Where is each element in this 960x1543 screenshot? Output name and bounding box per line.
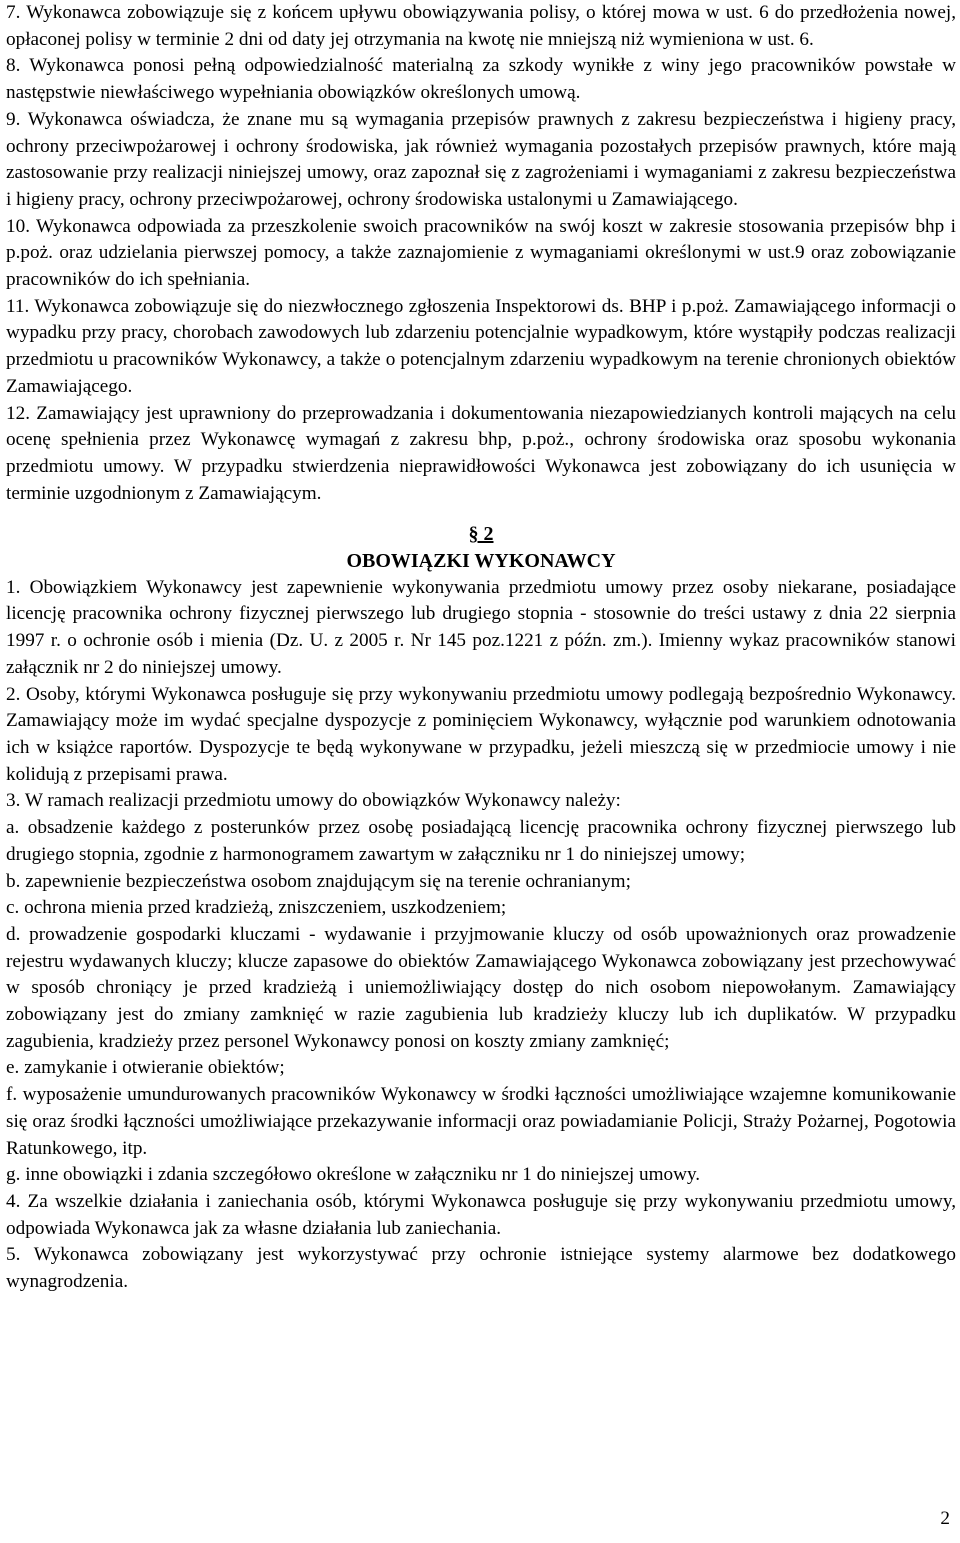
clause-5: 5. Wykonawca zobowiązany jest wykorzystywać przy ochronie istniejące systemy alarmowe bez dodatkowego wynagrodzenia. — [6, 1244, 956, 1293]
paragraph-8: 8. Wykonawca ponosi pełną odpowiedzialność materialną za szkody wynikłe z winy jego pracowników powstałe w następstwie niewłaściwego wypełniania obowiązków określonych umową. — [6, 55, 956, 104]
clause-3a: a. obsadzenie każdego z posterunków przez osobę posiadającą licencję pracownika ochrony fizycznej pierwszego lub drugiego stopnia, zgodnie z harmonogramem zawartym w załączniku nr 1 do niniejszej umowy; — [6, 817, 956, 865]
section-spacer — [6, 507, 956, 521]
clause-3e: e. zamykanie i otwieranie obiektów; — [6, 1057, 285, 1079]
paragraph-11: 11. Wykonawca zobowiązuje się do niezwłocznego zgłoszenia Inspektorowi ds. BHP i p.poż. Zamawiającego informacji o wypadku przy pracy, chorobach zawodowych lub zdarzeniu potencjalnie wypadkowym, które wystąpiły podczas realizacji przedmiotu u pracowników Wykonawcy, a także o potencjalnym zdarzeniu wypadkowym na terenie chronionych obiektów Zamawiającego. — [6, 295, 956, 397]
clause-3g: g. inne obowiązki i zdania szczegółowo określone w załączniku nr 1 do niniejszej umowy. — [6, 1164, 701, 1186]
clause-3: 3. W ramach realizacji przedmiotu umowy do obowiązków Wykonawcy należy: — [6, 790, 621, 812]
clause-2: 2. Osoby, którymi Wykonawca posługuje się przy wykonywaniu przedmiotu umowy podlegają bezpośrednio Wykonawcy. Zamawiający może im wydać specjalne dyspozycje z pominięciem Wykonawcy, wyłącznie pod warunkiem odnotowania ich w książce raportów. Dyspozycje te będą wykonywane w przypadku, jeżeli mieszczą się w przedmiocie umowy i nie kolidują z przepisami prawa. — [6, 683, 956, 785]
page-number: 2 — [940, 1508, 950, 1529]
clause-4: 4. Za wszelkie działania i zaniechania osób, którymi Wykonawca posługuje się przy wykonywaniu przedmiotu umowy, odpowiada Wykonawca jak za własne działania lub zaniechania. — [6, 1190, 956, 1239]
document-content — [6, 0, 956, 1296]
paragraph-10: 10. Wykonawca odpowiada za przeszkolenie swoich pracowników na swój koszt w zakresie stosowania przepisów bhp i p.poż. oraz udzielania pierwszej pomocy, a także zaznajomienie z wymaganiami określonymi w ust.9 oraz zobowiązanie pracowników do ich spełniania. — [6, 215, 956, 291]
paragraph-7: 7. Wykonawca zobowiązuje się z końcem upływu obowiązywania polisy, o której mowa w ust. 6 do przedłożenia nowej, opłaconej polisy w terminie 2 dni od daty jej otrzymania na kwotę nie mniejszą niż wymieniona w ust. 6. — [6, 2, 956, 50]
clause-1: 1. Obowiązkiem Wykonawcy jest zapewnienie wykonywania przedmiotu umowy przez osoby niekarane, posiadające licencję pracownika ochrony fizycznej pierwszego lub drugiego stopnia - stosownie do treści ustawy z dnia 22 sierpnia 1997 r. o ochronie osób i mienia (Dz. U. z 2005 r. Nr 145 poz.1221 z późn. zm.). Imienny wykaz pracowników stanowi załącznik nr 2 do niniejszej umowy. — [6, 576, 956, 678]
section-title: OBOWIĄZKI WYKONAWCY — [346, 550, 616, 573]
section-number: § 2 — [468, 523, 494, 546]
paragraph-9: 9. Wykonawca oświadcza, że znane mu są wymagania przepisów prawnych z zakresu bezpieczeństwa i higieny pracy, ochrony przeciwpożarowej i ochrony środowiska, jak również wymagania pozostałych przepisów prawnych, które mają zastosowanie przy realizacji niniejszej umowy, oraz zapoznał się z zagrożeniami i wymaganiami z zakresu bezpieczeństwa i higieny pracy, ochrony przeciwpożarowej, ochrony środowiska ustalonymi u Zamawiającego. — [6, 108, 956, 210]
clause-3c: c. ochrona mienia przed kradzieżą, zniszczeniem, uszkodzeniem; — [6, 897, 507, 919]
clause-3b: b. zapewnienie bezpieczeństwa osobom znajdującym się na terenie ochranianym; — [6, 870, 631, 892]
clause-3f: f. wyposażenie umundurowanych pracowników Wykonawcy w środki łączności umożliwiające wzajemne komunikowanie się oraz środki łączności umożliwiające przekazywanie informacji oraz powiadamianie Policji, Straży Pożarnej, Pogotowia Ratunkowego, itp. — [6, 1084, 956, 1159]
paragraph-12: 12. Zamawiający jest uprawniony do przeprowadzania i dokumentowania niezapowiedzianych kontroli mających na celu ocenę spełnienia przez Wykonawcę wymagań z zakresu bhp, p.poż., ochrony środowiska oraz sposobu wykonania przedmiotu umowy. W przypadku stwierdzenia nieprawidłowości Wykonawca jest zobowiązany do ich usunięcia w terminie uzgodnionym z Zamawiającym. — [6, 402, 956, 504]
clause-3d: d. prowadzenie gospodarki kluczami - wydawanie i przyjmowanie kluczy od osób upoważnionych oraz prowadzenie rejestru wydawanych kluczy; klucze zapasowe do obiektów Zamawiającego Wykonawca zobowiązany jest przechowywać w sposób chroniący je przed kradzieżą i uniemożliwiający dostęp do nich osobom niepowołanym. Zamawiający zobowiązany jest do zmiany zamknięć w razie zagubienia lub kradzieży kluczy lub ich duplikatów. W przypadku zagubienia, kradzieży przez personel Wykonawcy ponosi on koszty zmiany zamknięć; — [6, 923, 956, 1052]
